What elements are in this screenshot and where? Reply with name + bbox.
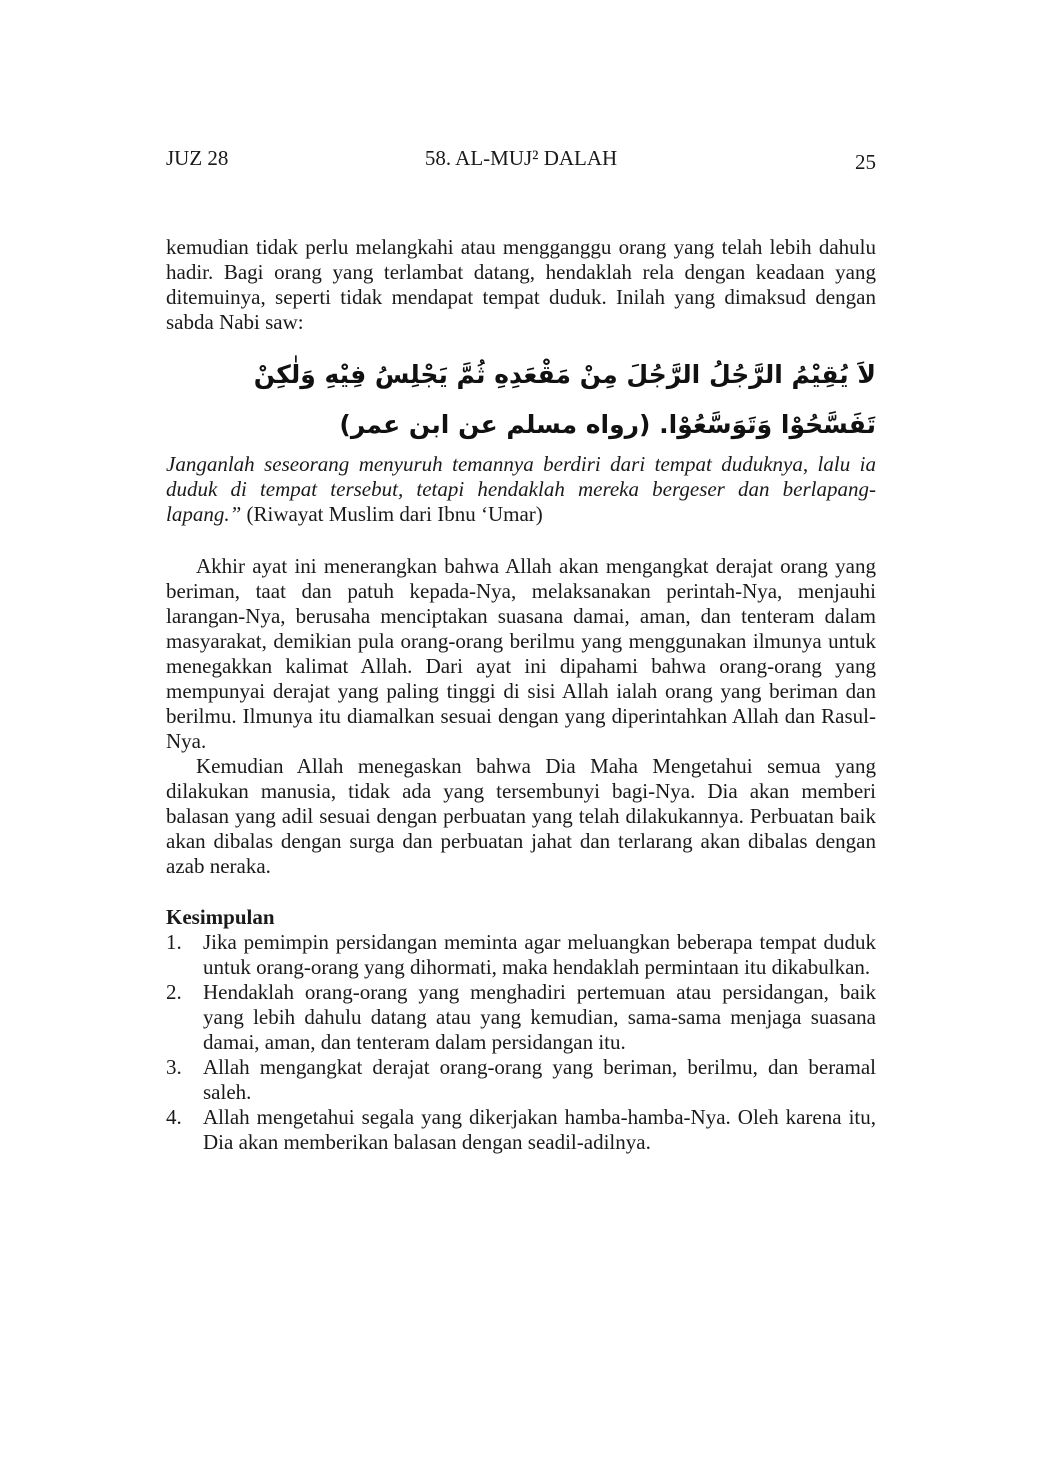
- intro-paragraph: kemudian tidak perlu melangkahi atau mengganggu orang yang telah lebih dahulu hadir. Bagi orang yang terlambat datang, hendaklah rela dengan keadaan yang ditemuinya, seperti tidak mendapat tempat duduk. Inilah yang dimaksud dengan sabda Nabi saw:: [166, 235, 876, 334]
- item-text: Allah mengangkat derajat orang-orang yang beriman, berilmu, dan beramal saleh.: [203, 1055, 876, 1104]
- paragraph-1: Akhir ayat ini menerangkan bahwa Allah akan mengangkat derajat orang yang beriman, taat dan patuh kepada-Nya, melaksanakan perintah-Nya, menjauhi larangan-Nya, berusaha menciptakan suasana damai, aman, dan tenteram dalam masyarakat, demikian pula orang-orang berilmu yang menggunakan ilmunya untuk menegakkan kalimat Allah. Dari ayat ini dipahami bahwa orang-orang yang mempunyai derajat yang paling tinggi di sisi Allah ialah orang yang beriman dan berilmu. Ilmunya itu diamalkan sesuai dengan yang diperintahkan Allah dan Rasul-Nya.: [166, 554, 876, 753]
- hadith-source: (Riwayat Muslim dari Ibnu ‘Umar): [246, 502, 543, 526]
- item-number: 3.: [166, 1055, 182, 1079]
- list-item: [166, 930, 876, 980]
- page-number: 25: [855, 150, 876, 174]
- item-text: Hendaklah orang-orang yang menghadiri pertemuan atau persidangan, baik yang lebih dahulu datang atau yang kemudian, sama-sama menjaga suasana damai, aman, dan tenteram dalam persidangan itu.: [203, 980, 876, 1054]
- hadith-arabic: لاَ يُقِيْمُ الرَّجُلُ الرَّجُلَ مِنْ مَقْعَدِهِ ثُمَّ يَجْلِسُ فِيْهِ وَلٰكِنْ تَفَسَّحُوْا وَتَوَسَّعُوْا. (رواه مسلم عن ابن عمر): [253, 360, 876, 439]
- item-number: 4.: [166, 1105, 182, 1129]
- juz-label: JUZ 28: [166, 146, 229, 170]
- item-text: Allah mengetahui segala yang dikerjakan hamba-hamba-Nya. Oleh karena itu, Dia akan memberikan balasan dengan seadil-adilnya.: [203, 1105, 876, 1154]
- list-item: [166, 1105, 876, 1155]
- conclusion-list: [166, 930, 876, 1155]
- conclusion-heading: Kesimpulan: [166, 905, 275, 929]
- hadith-translation: [166, 452, 876, 527]
- main-paragraphs: [166, 554, 876, 879]
- list-item: [166, 980, 876, 1055]
- intro-paragraph-block: [166, 235, 876, 335]
- item-number: 2.: [166, 980, 182, 1004]
- paragraph-2: Kemudian Allah menegaskan bahwa Dia Maha Mengetahui semua yang dilakukan manusia, tidak ada yang tersembunyi bagi-Nya. Dia akan memberi balasan yang adil sesuai dengan perbuatan yang telah dilakukannya. Perbuatan baik akan dibalas dengan surga dan perbuatan jahat dan terlarang akan dibalas dengan azab neraka.: [166, 754, 876, 878]
- running-header: [166, 144, 876, 174]
- item-number: 1.: [166, 930, 182, 954]
- list-item: [166, 1055, 876, 1105]
- chapter-title: 58. AL-MUJ² DALAH: [424, 146, 618, 170]
- translation-text: Janganlah seseorang menyuruh temannya berdiri dari tempat duduknya, lalu ia duduk di tempat tersebut, tetapi hendaklah mereka bergeser dan berlapang-lapang.”: [166, 452, 876, 526]
- item-text: Jika pemimpin persidangan meminta agar meluangkan beberapa tempat duduk untuk orang-orang yang dihormati, maka hendaklah permintaan itu dikabulkan.: [203, 930, 876, 979]
